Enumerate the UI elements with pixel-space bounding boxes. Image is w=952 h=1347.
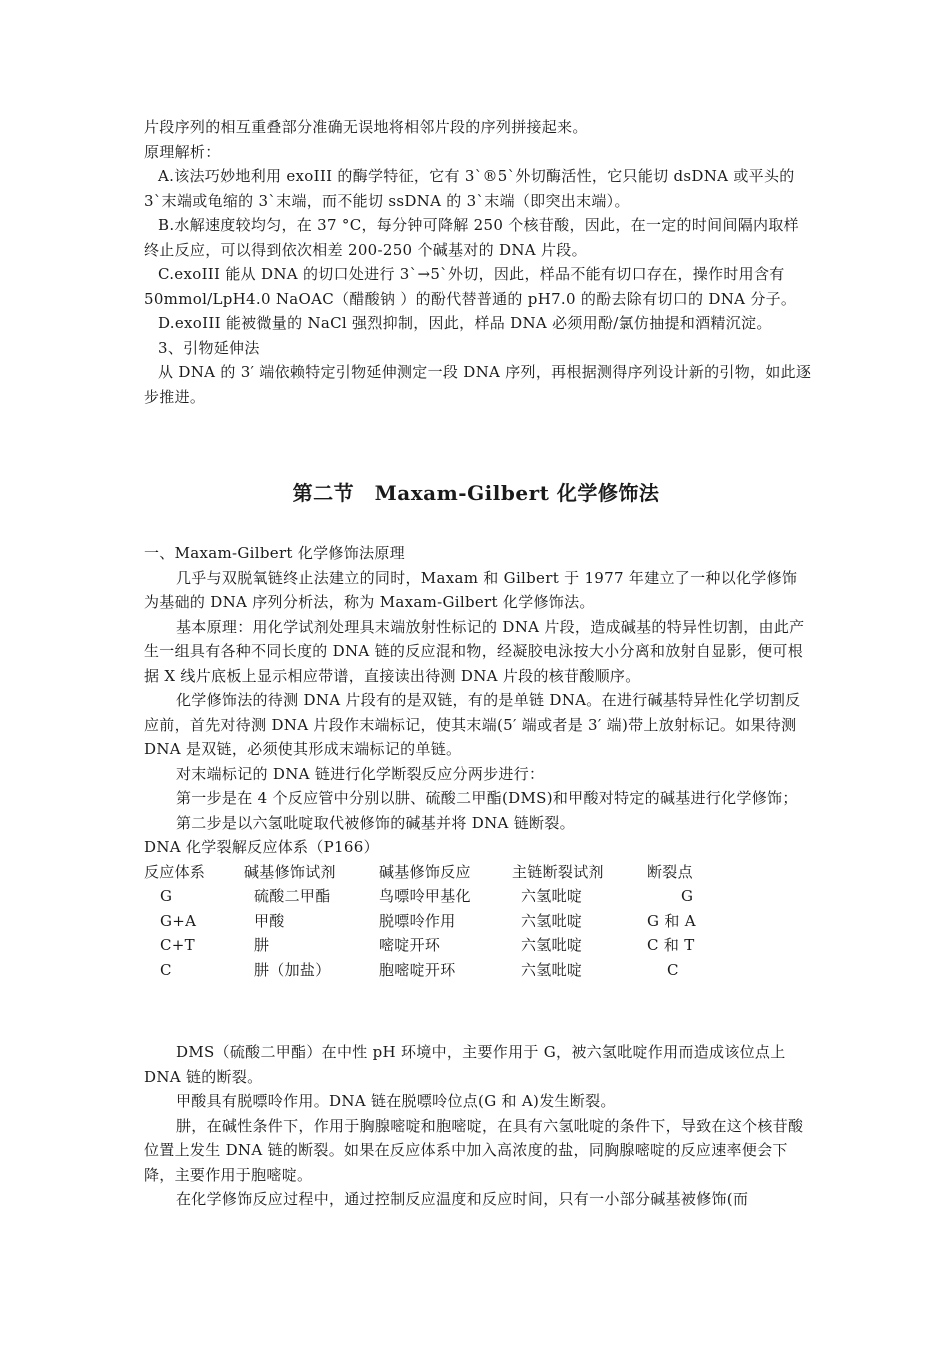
table-cell: 肼 — [254, 936, 270, 954]
table-row — [144, 958, 737, 983]
table-cell: G 和 A — [647, 911, 696, 930]
paragraph: 甲酸具有脱嘌呤作用。DNA 链在脱嘌呤位点(G 和 A)发生断裂。 — [176, 1092, 616, 1110]
paragraph: C.exoIII 能从 DNA 的切口处进行 3`→5`外切，因此，样品不能有切口存在，操作时用含有 50mmol/LpH4.0 NaOAC（醋酸钠 ）的酚代替普通的 pH7.0 的酚去除有切口的 DNA 分子。 — [144, 265, 797, 308]
table-cell: 六氢吡啶 — [521, 936, 583, 954]
table-cell: G+A — [160, 911, 197, 930]
table-cell: 胞嘧啶开环 — [379, 960, 456, 979]
paragraph: B.水解速度较均匀，在 37 °C，每分钟可降解 250 个核苷酸，因此，在一定的时间间隔内取样终止反应，可以得到依次相差 200-250 个碱基对的 DNA 片段。 — [144, 216, 799, 259]
heading-principle: 原理解析： — [144, 142, 221, 161]
table-caption: DNA 化学裂解反应体系（P166） — [144, 838, 379, 856]
top-text-block — [144, 115, 812, 409]
paragraph: 基本原理：用化学试剂处理具末端放射性标记的 DNA 片段，造成碱基的特异性切割，由此产生一组具有各种不同长度的 DNA 链的反应混和物，经凝胶电泳按大小分离和放射自显影，便可根据 X 线片底板上显示相应带谱，直接读出待测 DNA 片段的核苷酸顺序。 — [144, 617, 805, 685]
paragraph: 几乎与双脱氧链终止法建立的同时，Maxam 和 Gilbert 于 1977 年建立了一种以化学修饰为基础的 DNA 序列分析法，称为 Maxam-Gilbert 化学修饰法。 — [144, 568, 798, 611]
paragraph: DMS（硫酸二甲酯）在中性 pH 环境中，主要作用于 G，被六氢吡啶作用而造成该位点上 DNA 链的断裂。 — [144, 1043, 786, 1086]
table-cell: C 和 T — [647, 936, 695, 954]
table-row — [144, 884, 737, 909]
paragraph: 从 DNA 的 3′ 端依赖特定引物延伸测定一段 DNA 序列，再根据测得序列设计新的引物，如此逐步推进。 — [144, 363, 812, 406]
table-cell: 六氢吡啶 — [521, 911, 583, 930]
section-title: 第二节 Maxam-Gilbert 化学修饰法 — [292, 481, 660, 505]
table-header: 反应体系 — [144, 862, 206, 881]
after-table-text-block — [144, 1040, 812, 1212]
paragraph: 肼，在碱性条件下，作用于胸腺嘧啶和胞嘧啶，在具有六氢吡啶的条件下，导致在这个核苷酸位置上发生 DNA 链的断裂。如果在反应体系中加入高浓度的盐，同胸腺嘧啶的反应速率便会下降，主要作用于胞嘧啶。 — [144, 1116, 804, 1184]
table-cell: C+T — [160, 936, 195, 954]
table-header: 碱基修饰试剂 — [244, 862, 336, 881]
table-header: 断裂点 — [647, 862, 693, 881]
table-cell: 嘧啶开环 — [379, 936, 441, 954]
table-cell: 肼（加盐） — [254, 960, 331, 979]
table-row — [144, 909, 737, 934]
table-cell: G — [681, 887, 694, 905]
subheading: 3、引物延伸法 — [158, 338, 260, 357]
table-header: 碱基修饰反应 — [379, 862, 471, 881]
paragraph: A.该法巧妙地利用 exoIII 的酶学特征，它有 3`®5`外切酶活性，它只能切 dsDNA 或平头的 3`末端或龟缩的 3`末端，而不能切 ssDNA 的 3`末端（即突出末端）。 — [144, 167, 795, 210]
paragraph: 对末端标记的 DNA 链进行化学断裂反应分两步进行： — [176, 764, 545, 783]
table-cell: 六氢吡啶 — [521, 960, 583, 979]
table-cell: 鸟嘌呤甲基化 — [379, 887, 471, 905]
table-header: 主链断裂试剂 — [512, 862, 604, 881]
body-text-block — [144, 541, 812, 982]
paragraph: 在化学修饰反应过程中，通过控制反应温度和反应时间，只有一小部分碱基被修饰(而 — [176, 1190, 749, 1208]
paragraph: 第二步是以六氢吡啶取代被修饰的碱基并将 DNA 链断裂。 — [176, 813, 575, 832]
paragraph: 化学修饰法的待测 DNA 片段有的是双链，有的是单链 DNA。在进行碱基特异性化学切割反应前，首先对待测 DNA 片段作末端标记，使其末端(5′ 端或者是 3′ 端)带上放射标记。如果待测 DNA 是双链，必须使其形成末端标记的单链。 — [144, 691, 801, 758]
reaction-table — [144, 860, 737, 983]
subheading: 一、Maxam-Gilbert 化学修饰法原理 — [144, 544, 405, 562]
paragraph: D.exoIII 能被微量的 NaCl 强烈抑制，因此，样品 DNA 必须用酚/氯仿抽提和酒精沉淀。 — [158, 314, 772, 332]
table-cell: 六氢吡啶 — [521, 887, 583, 905]
table-cell: 甲酸 — [254, 911, 285, 930]
table-cell: G — [160, 887, 173, 905]
table-cell: 脱嘌呤作用 — [379, 911, 456, 930]
table-header-row — [144, 860, 737, 885]
table-cell: C — [667, 960, 679, 979]
table-cell: C — [160, 960, 172, 979]
table-row — [144, 933, 737, 958]
paragraph: 第一步是在 4 个反应管中分别以肼、硫酸二甲酯(DMS)和甲酸对特定的碱基进行化学修饰； — [176, 789, 798, 807]
table-cell: 硫酸二甲酯 — [254, 887, 331, 905]
paragraph: 片段序列的相互重叠部分准确无误地将相邻片段的序列拼接起来。 — [144, 118, 588, 136]
